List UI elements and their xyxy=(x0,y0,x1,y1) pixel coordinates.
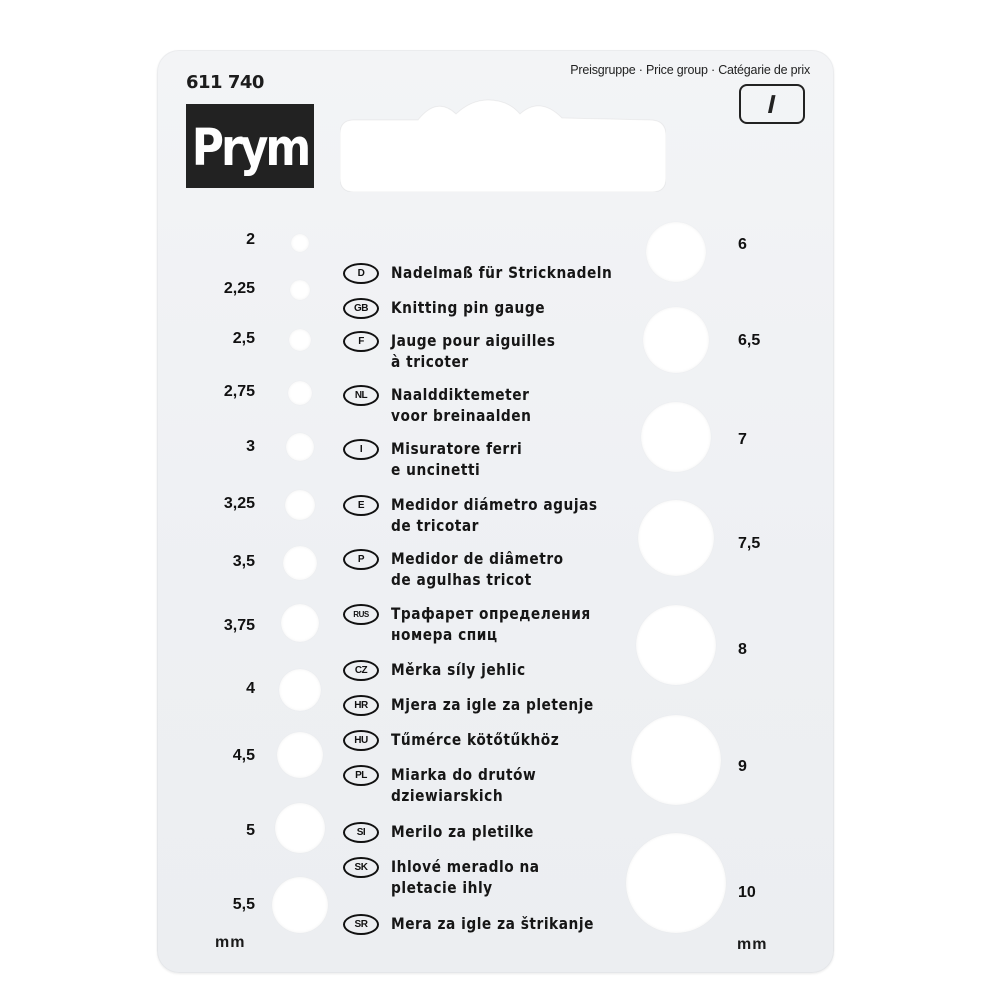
size-label-left: 2 xyxy=(246,231,255,248)
size-label-left: 5,5 xyxy=(232,896,255,913)
size-label-left: 3,75 xyxy=(223,617,255,634)
description-line: Misuratore ferri xyxy=(391,439,523,458)
size-label-right: 9 xyxy=(738,758,747,775)
hang-slot xyxy=(340,96,666,192)
language-description xyxy=(391,297,545,318)
language-row xyxy=(343,821,557,843)
gauge-hole-left xyxy=(283,546,317,580)
country-code-badge: HU xyxy=(343,730,379,751)
gauge-hole-right xyxy=(641,402,711,472)
language-row xyxy=(343,729,587,751)
description-line: voor breinaalden xyxy=(391,406,532,425)
size-label-right: 8 xyxy=(738,641,747,658)
language-row xyxy=(343,659,548,681)
price-group-value: I xyxy=(765,88,779,119)
size-label-right: 6,5 xyxy=(738,332,761,349)
size-label-right: 7 xyxy=(738,431,747,448)
size-label-left: 2,75 xyxy=(223,383,255,400)
language-row xyxy=(343,764,560,806)
country-code-badge: D xyxy=(343,263,379,284)
gauge-hole-left xyxy=(279,669,321,711)
description-line: Mera za igle za štrikanje xyxy=(391,914,594,933)
description-line: Naalddiktemeter xyxy=(391,385,530,404)
country-code-badge: HR xyxy=(343,695,379,716)
gauge-hole-right xyxy=(643,307,709,373)
country-code-badge: SK xyxy=(343,857,379,878)
description-line: de agulhas tricot xyxy=(391,570,532,589)
country-code-badge: E xyxy=(343,495,379,516)
description-line: Tűmérce kötőtűkhöz xyxy=(391,730,560,749)
logo-text: Prym xyxy=(191,118,309,178)
left-unit-label: mm xyxy=(215,934,246,951)
price-group-label: Preisgruppe · Price group · Catégarie de prix xyxy=(570,63,810,77)
language-description xyxy=(391,856,540,898)
language-row xyxy=(343,262,648,284)
gauge-hole-left xyxy=(285,490,315,520)
description-line: Knitting pin gauge xyxy=(391,298,546,317)
size-label-right: 10 xyxy=(738,884,756,901)
language-description xyxy=(391,764,536,806)
country-code-badge: I xyxy=(343,439,379,460)
language-description xyxy=(391,438,522,480)
gauge-hole-left xyxy=(290,280,310,300)
country-code-badge: NL xyxy=(343,385,379,406)
gauge-hole-right xyxy=(636,605,716,685)
description-line: Měrka síly jehlic xyxy=(391,660,526,679)
language-row xyxy=(343,438,544,480)
size-label-left: 3,25 xyxy=(223,495,255,512)
size-label-left: 2,5 xyxy=(232,330,255,347)
language-row xyxy=(343,694,627,716)
language-row xyxy=(343,603,623,645)
language-row xyxy=(343,297,570,319)
language-description xyxy=(391,913,594,934)
country-code-badge: F xyxy=(343,331,379,352)
description-line: Nadelmaß für Stricknadeln xyxy=(391,263,613,282)
language-row xyxy=(343,548,592,590)
gauge-hole-left xyxy=(289,329,311,351)
country-code-badge: GB xyxy=(343,298,379,319)
language-description xyxy=(391,694,594,715)
language-description xyxy=(391,262,612,283)
language-description xyxy=(391,330,555,372)
description-line: Medidor diámetro agujas xyxy=(391,495,598,514)
size-label-left: 3,5 xyxy=(232,553,255,570)
country-code-badge: PL xyxy=(343,765,379,786)
size-label-left: 3 xyxy=(246,438,255,455)
language-description xyxy=(391,548,564,590)
size-label-right: 6 xyxy=(738,236,747,253)
language-row xyxy=(343,494,631,536)
description-line: Mjera za igle za pletenje xyxy=(391,695,594,714)
country-code-badge: RUS xyxy=(343,604,379,625)
size-label-left: 2,25 xyxy=(223,280,255,297)
gauge-hole-left xyxy=(277,732,323,778)
country-code-badge: CZ xyxy=(343,660,379,681)
size-label-left: 4 xyxy=(246,680,255,697)
gauge-hole-right xyxy=(626,833,726,933)
language-row xyxy=(343,856,564,898)
right-unit-label: mm xyxy=(737,936,768,953)
gauge-hole-left xyxy=(291,234,309,252)
gauge-hole-left xyxy=(286,433,314,461)
description-line: de tricotar xyxy=(391,516,479,535)
description-line: Medidor de diâmetro xyxy=(391,549,564,568)
language-description xyxy=(391,384,531,426)
description-line: dziewiarskich xyxy=(391,786,504,805)
language-row xyxy=(343,384,554,426)
gauge-hole-left xyxy=(272,877,328,933)
description-line: e uncinetti xyxy=(391,460,481,479)
language-row xyxy=(343,913,627,935)
size-label-left: 4,5 xyxy=(232,747,255,764)
language-description xyxy=(391,494,598,536)
gauge-hole-left xyxy=(281,604,319,642)
country-code-badge: SR xyxy=(343,914,379,935)
country-code-badge: P xyxy=(343,549,379,570)
description-line: номера спиц xyxy=(391,625,498,644)
gauge-hole-left xyxy=(288,381,312,405)
price-group-box xyxy=(739,84,805,124)
language-description xyxy=(391,603,591,645)
description-line: Jauge pour aiguilles xyxy=(391,331,556,350)
description-line: Merilo za pletilke xyxy=(391,822,534,841)
gauge-hole-right xyxy=(646,222,706,282)
language-description xyxy=(391,729,559,750)
language-description xyxy=(391,659,526,680)
country-code-badge: SI xyxy=(343,822,379,843)
language-row xyxy=(343,330,582,372)
description-line: pletacie ihly xyxy=(391,878,493,897)
description-line: Ihlové meradlo na xyxy=(391,857,540,876)
description-line: Miarka do drutów xyxy=(391,765,537,784)
size-label-left: 5 xyxy=(246,822,255,839)
gauge-hole-left xyxy=(275,803,325,853)
description-line: Трафарет определения xyxy=(391,604,591,623)
description-line: à tricoter xyxy=(391,352,469,371)
gauge-hole-right xyxy=(638,500,714,576)
prym-logo xyxy=(186,104,314,188)
article-number: 611 740 xyxy=(186,72,264,93)
gauge-hole-right xyxy=(631,715,721,805)
language-description xyxy=(391,821,534,842)
size-label-right: 7,5 xyxy=(738,535,761,552)
